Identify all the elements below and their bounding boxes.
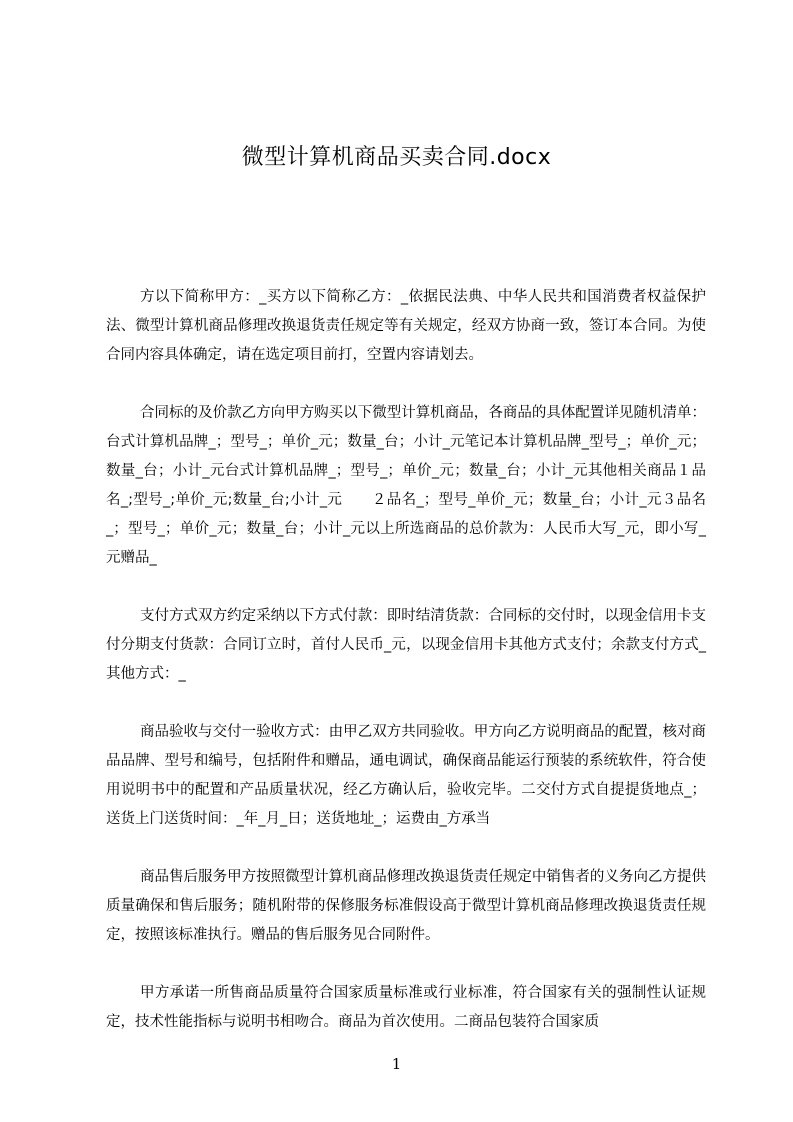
paragraph-parties: 方以下简称甲方：_买方以下简称乙方：_依据民法典、中华人民共和国消费者权益保护法、微型计算机商品修理改换退货责任规定等有关规定，经双方协商一致，签订本合同。为使合同内容具体确定，请在选定项目前打，空置内容请划去。 — [106, 289, 706, 363]
document-body — [106, 283, 706, 1066]
paragraph-seller-commitments: 甲方承诺一所售商品质量符合国家质量标准或行业标准，符合国家有关的强制性认证规定，技术性能指标与说明书相吻合。商品为首次使用。二商品包装符合国家质 — [106, 985, 706, 1030]
paragraph-subject-and-price: 合同标的及价款乙方向甲方购买以下微型计算机商品，各商品的具体配置详见随机清单：台式计算机品牌_；型号_；单价_元；数量_台；小计_元笔记本计算机品牌_型号_；单价_元；数量_台；小计_元台式计算机品牌_；型号_；单价_元；数量_台；小计_元其他相关商品１品名_;型号_;单价_元;数量_台;小计_元 ２品名_；型号_单价_元；数量_台；小计_元３品名_；型号_；单价_元；数量_台；小计_元以上所选商品的总价款为：人民币大写_元，即小写_元赠品_ — [106, 405, 706, 566]
page-number: 1 — [391, 1055, 402, 1073]
document-title: 微型计算机商品买卖合同.docx — [241, 145, 552, 170]
paragraph-acceptance-delivery: 商品验收与交付一验收方式：由甲乙双方共同验收。甲方向乙方说明商品的配置，核对商品品牌、型号和编号，包括附件和赠品，通电调试，确保商品能运行预装的系统软件，符合使用说明书中的配置和产品质量状况，经乙方确认后，验收完毕。二交付方式自提提货地点_；送货上门送货时间：_年_月_日；送货地址_；运费由_方承当 — [106, 724, 706, 827]
paragraph-payment: 支付方式双方约定采纳以下方式付款：即时结清货款：合同标的交付时，以现金信用卡支付分期支付货款：合同订立时，首付人民币_元，以现金信用卡其他方式支付；余款支付方式_其他方式：_ — [106, 608, 706, 682]
paragraph-after-sales: 商品售后服务甲方按照微型计算机商品修理改换退货责任规定中销售者的义务向乙方提供质量确保和售后服务；随机附带的保修服务标准假设高于微型计算机商品修理改换退货责任规定，按照该标准执行。赠品的售后服务见合同附件。 — [106, 869, 706, 943]
